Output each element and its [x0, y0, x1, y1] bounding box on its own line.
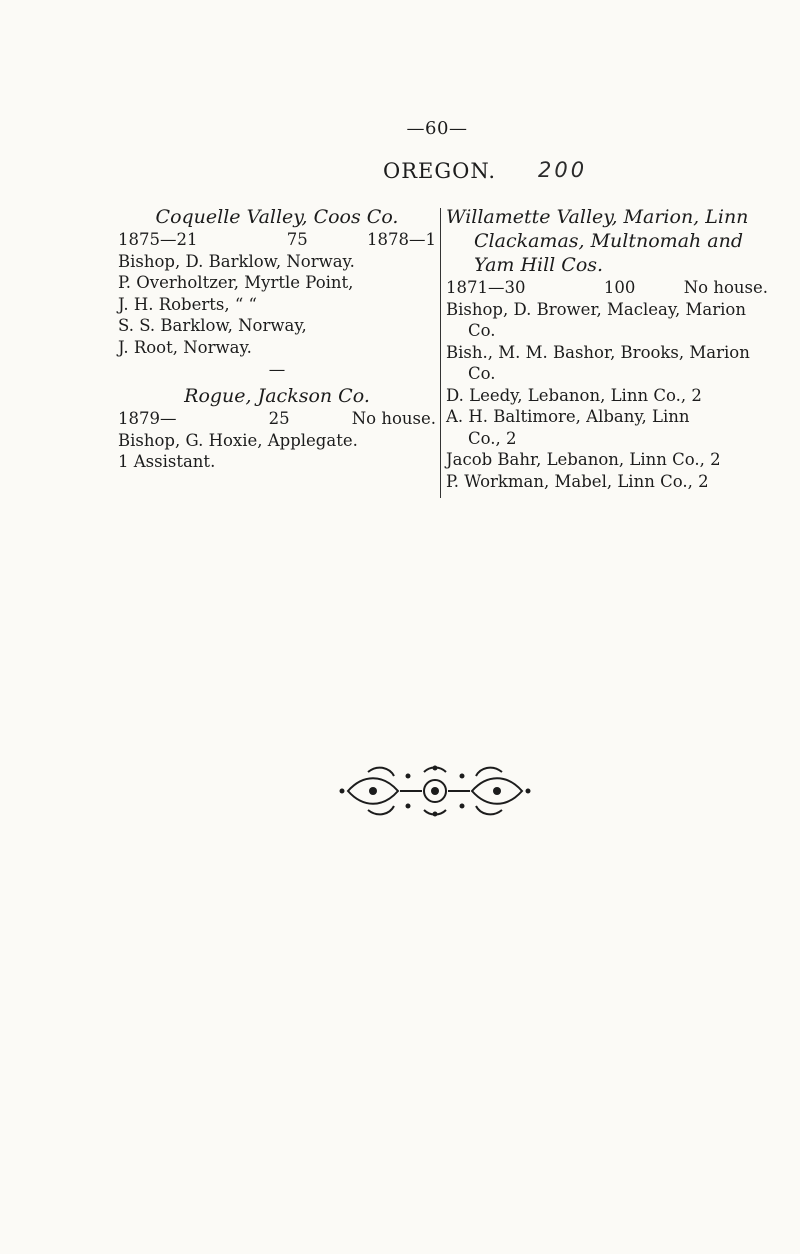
list-item: Jacob Bahr, Lebanon, Linn Co., 2 [446, 450, 721, 469]
section-title-rogue: Rogue, Jackson Co. [184, 385, 370, 407]
stat-end: No house. [683, 278, 768, 297]
stat-end: No house. [351, 409, 436, 428]
stat-value: 75 [286, 230, 308, 249]
list-item: J. Root, Norway. [118, 337, 252, 357]
title-line: Yam Hill Cos. [474, 254, 604, 276]
list-item: Bishop, D. Barklow, Norway. [118, 251, 355, 271]
stat-year-count: 1879— [118, 409, 177, 428]
list-item: Bishop, D. Brower, Macleay, Marion [446, 299, 746, 319]
handwritten-annotation: 200 [538, 158, 588, 182]
left-column [118, 205, 436, 473]
section-separator: — [268, 360, 286, 379]
list-item: 1 Assistant. [118, 452, 216, 471]
column-divider [440, 208, 441, 498]
stats-row [118, 408, 436, 430]
list-item: Bish., M. M. Bashor, Brooks, Marion [446, 342, 750, 362]
section-title-willamette [446, 205, 768, 277]
list-item-continuation: Co. [468, 364, 496, 383]
stats-row [118, 229, 436, 251]
list-item: P. Overholtzer, Myrtle Point, [118, 273, 354, 292]
list-item: P. Workman, Mabel, Linn Co., 2 [446, 471, 709, 491]
list-item: S. S. Barklow, Norway, [118, 316, 307, 335]
stat-value: 100 [603, 278, 636, 297]
list-item: D. Leedy, Lebanon, Linn Co., 2 [446, 385, 702, 405]
title-line: Clackamas, Multnomah and [474, 230, 744, 252]
list-item: A. H. Baltimore, Albany, Linn [446, 407, 690, 426]
title-line: Willamette Valley, Marion, Linn [446, 206, 749, 228]
stat-value: 25 [268, 409, 290, 428]
section-title-coquelle: Coquelle Valley, Coos Co. [155, 206, 399, 228]
decorative-ornament-icon [338, 762, 532, 820]
right-column [446, 205, 768, 492]
stat-year-count: 1875—21 [118, 230, 198, 249]
stat-year-count: 1871—30 [446, 278, 526, 297]
page-number: —60— [406, 118, 468, 139]
list-item-continuation: Co., 2 [468, 428, 517, 448]
stat-end: 1878—1 [367, 230, 436, 249]
stats-row [446, 277, 768, 299]
state-heading: OREGON. [383, 159, 497, 183]
list-item: Bishop, G. Hoxie, Applegate. [118, 430, 358, 450]
list-item: J. H. Roberts, “ “ [118, 294, 257, 314]
list-item-continuation: Co. [468, 321, 496, 340]
